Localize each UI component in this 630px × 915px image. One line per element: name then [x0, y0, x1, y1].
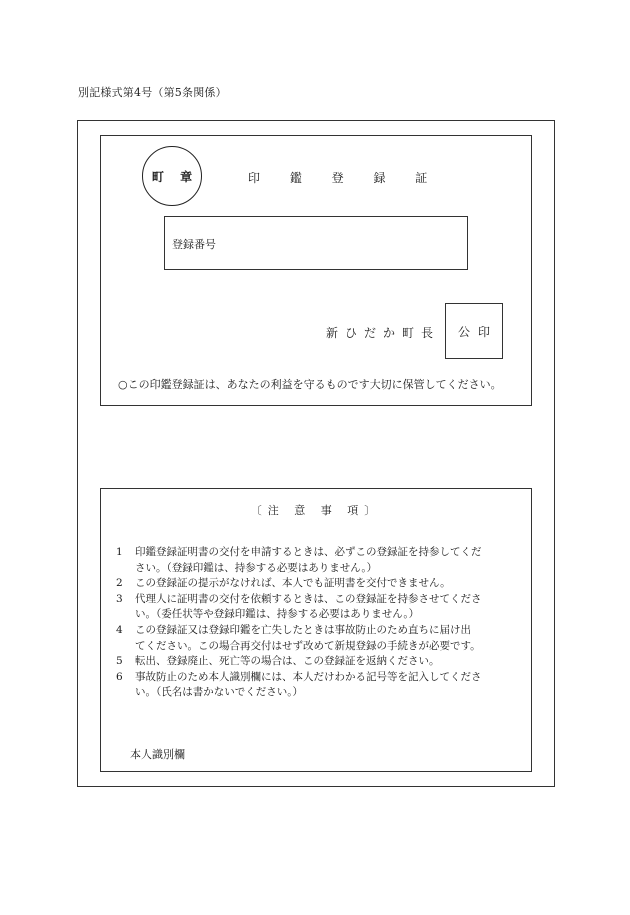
notice-list [116, 545, 530, 701]
notice-item [116, 576, 530, 592]
identification-field-label: 本人識別欄 [130, 748, 185, 761]
registration-number-label: 登録番号 [172, 238, 216, 251]
notice-item-text: 事故防止のため本人識別欄には、本人だけわかる記号等を記入してくださ い。（氏名は書かないでください。） [135, 670, 482, 699]
town-seal-circle: 町 章 [142, 146, 202, 206]
notice-item [116, 592, 530, 623]
notice-item-number: 1 [116, 546, 123, 558]
official-seal-box: 公印 [445, 303, 503, 359]
notice-item-text: 転出、登録廃止、死亡等の場合は、この登録証を返納ください。 [135, 655, 440, 668]
card-title: 印 鑑 登 録 証 [248, 171, 441, 185]
notice-item-number: 6 [116, 670, 123, 683]
notice-item-text: この登録証又は登録印鑑を亡失したときは事故防止のため直ちに届け出 てください。この場合再交付はせず改めて新規登録の手続きが必要です。 [135, 623, 481, 652]
notice-item [116, 545, 530, 576]
notice-item-number: 4 [116, 623, 123, 636]
notice-title: 〔注 意 事 項〕 [250, 504, 382, 517]
notice-item-number: 5 [116, 655, 123, 668]
notice-item [116, 670, 530, 701]
notice-item-text: 印鑑登録証明書の交付を申請するときは、必ずこの登録証を持参してくだ さい。（登録印鑑は、持参する必要はありません。） [135, 546, 482, 574]
notice-item-text: この登録証の提示がなければ、本人でも証明書を交付できません。 [135, 577, 451, 590]
card-note: ○この印鑑登録証は、あなたの利益を守るものです大切に保管してください。 [118, 378, 502, 391]
notice-item-number: 2 [116, 577, 123, 590]
notice-item-number: 3 [116, 592, 123, 605]
form-caption: 別記様式第4号（第5条関係） [78, 86, 227, 99]
issuer-mayor: 新ひだか町長 [326, 326, 441, 340]
notice-item [116, 623, 530, 654]
notice-item [116, 654, 530, 670]
notice-item-text: 代理人に証明書の交付を依頼するときは、この登録証を持参させてくださ い。（委任状等や登録印鑑は、持参する必要はありません。） [135, 592, 482, 621]
